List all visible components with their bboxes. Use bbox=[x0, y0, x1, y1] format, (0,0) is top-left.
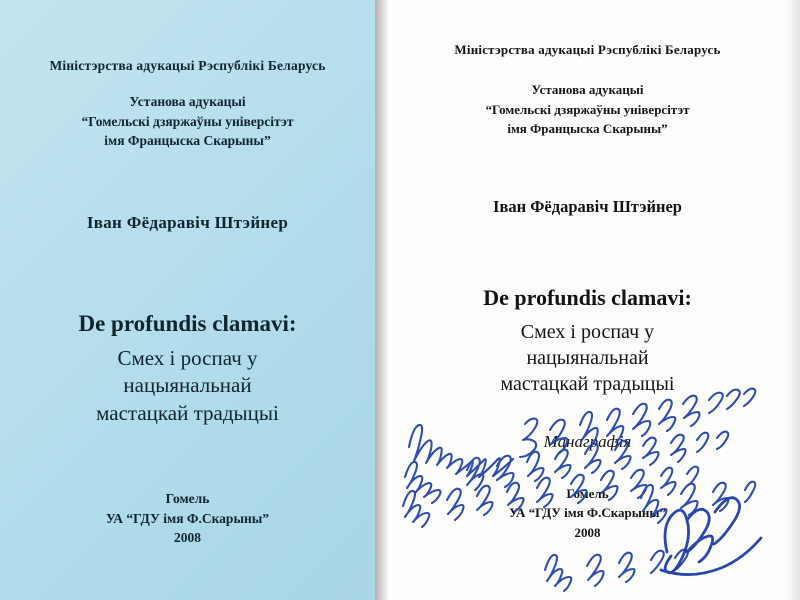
cover-title-main: De profundis clamavi: bbox=[78, 310, 297, 336]
cover-author-name: Іван Фёдаравіч Штэйнер bbox=[86, 212, 289, 232]
title-imprint-city: Гомель bbox=[566, 485, 609, 501]
title-imprint-year: 2008 bbox=[574, 524, 601, 540]
title-author-name: Іван Фёдаравіч Штэйнер bbox=[493, 196, 682, 216]
cover-imprint-city: Гомель bbox=[165, 491, 210, 507]
title-org-line-2: “Гомельскі дзяржаўны універсітэт bbox=[485, 101, 690, 117]
title-page-right bbox=[375, 0, 800, 600]
title-organization bbox=[409, 80, 766, 139]
title-org-line-1: Установа адукацыі bbox=[531, 82, 644, 97]
cover-subtitle-line-3: мастацкай традыцыі bbox=[96, 401, 279, 426]
title-page-subtitle bbox=[409, 319, 766, 398]
cover-organization bbox=[26, 92, 349, 151]
title-subtitle-line-3: мастацкай традыцыі bbox=[500, 373, 675, 396]
cover-subtitle-line-1: Смех і роспач у bbox=[117, 345, 258, 370]
cover-org-line-3: імя Францыска Скарыны” bbox=[104, 133, 271, 149]
cover-imprint-year: 2008 bbox=[174, 530, 201, 546]
title-page-genre: Манаграфія bbox=[543, 431, 632, 451]
title-subtitle-line-1: Смех і роспач у bbox=[520, 320, 655, 343]
title-page-imprint bbox=[375, 484, 800, 543]
book-cover-left bbox=[0, 0, 375, 600]
title-ministry-line: Міністэрства адукацыі Рэспублікі Беларусь bbox=[454, 42, 721, 57]
title-page-title-main: De profundis clamavi: bbox=[483, 284, 692, 310]
cover-imprint bbox=[0, 489, 375, 548]
cover-ministry-line: Міністэрства адукацыі Рэспублікі Беларусь bbox=[49, 58, 326, 73]
cover-subtitle-line-2: нацыянальнай bbox=[123, 373, 252, 398]
cover-org-line-1: Установа адукацыі bbox=[129, 94, 246, 109]
cover-title-subtitle bbox=[26, 345, 349, 428]
cover-org-line-2: “Гомельскі дзяржаўны універсітэт bbox=[81, 113, 294, 129]
title-org-line-3: імя Францыска Скарыны” bbox=[507, 121, 668, 136]
title-subtitle-line-2: нацыянальнай bbox=[526, 346, 649, 369]
title-imprint-publisher: УА “ГДУ імя Ф.Скарыны” bbox=[508, 505, 667, 520]
cover-imprint-publisher: УА “ГДУ імя Ф.Скарыны” bbox=[105, 510, 270, 526]
